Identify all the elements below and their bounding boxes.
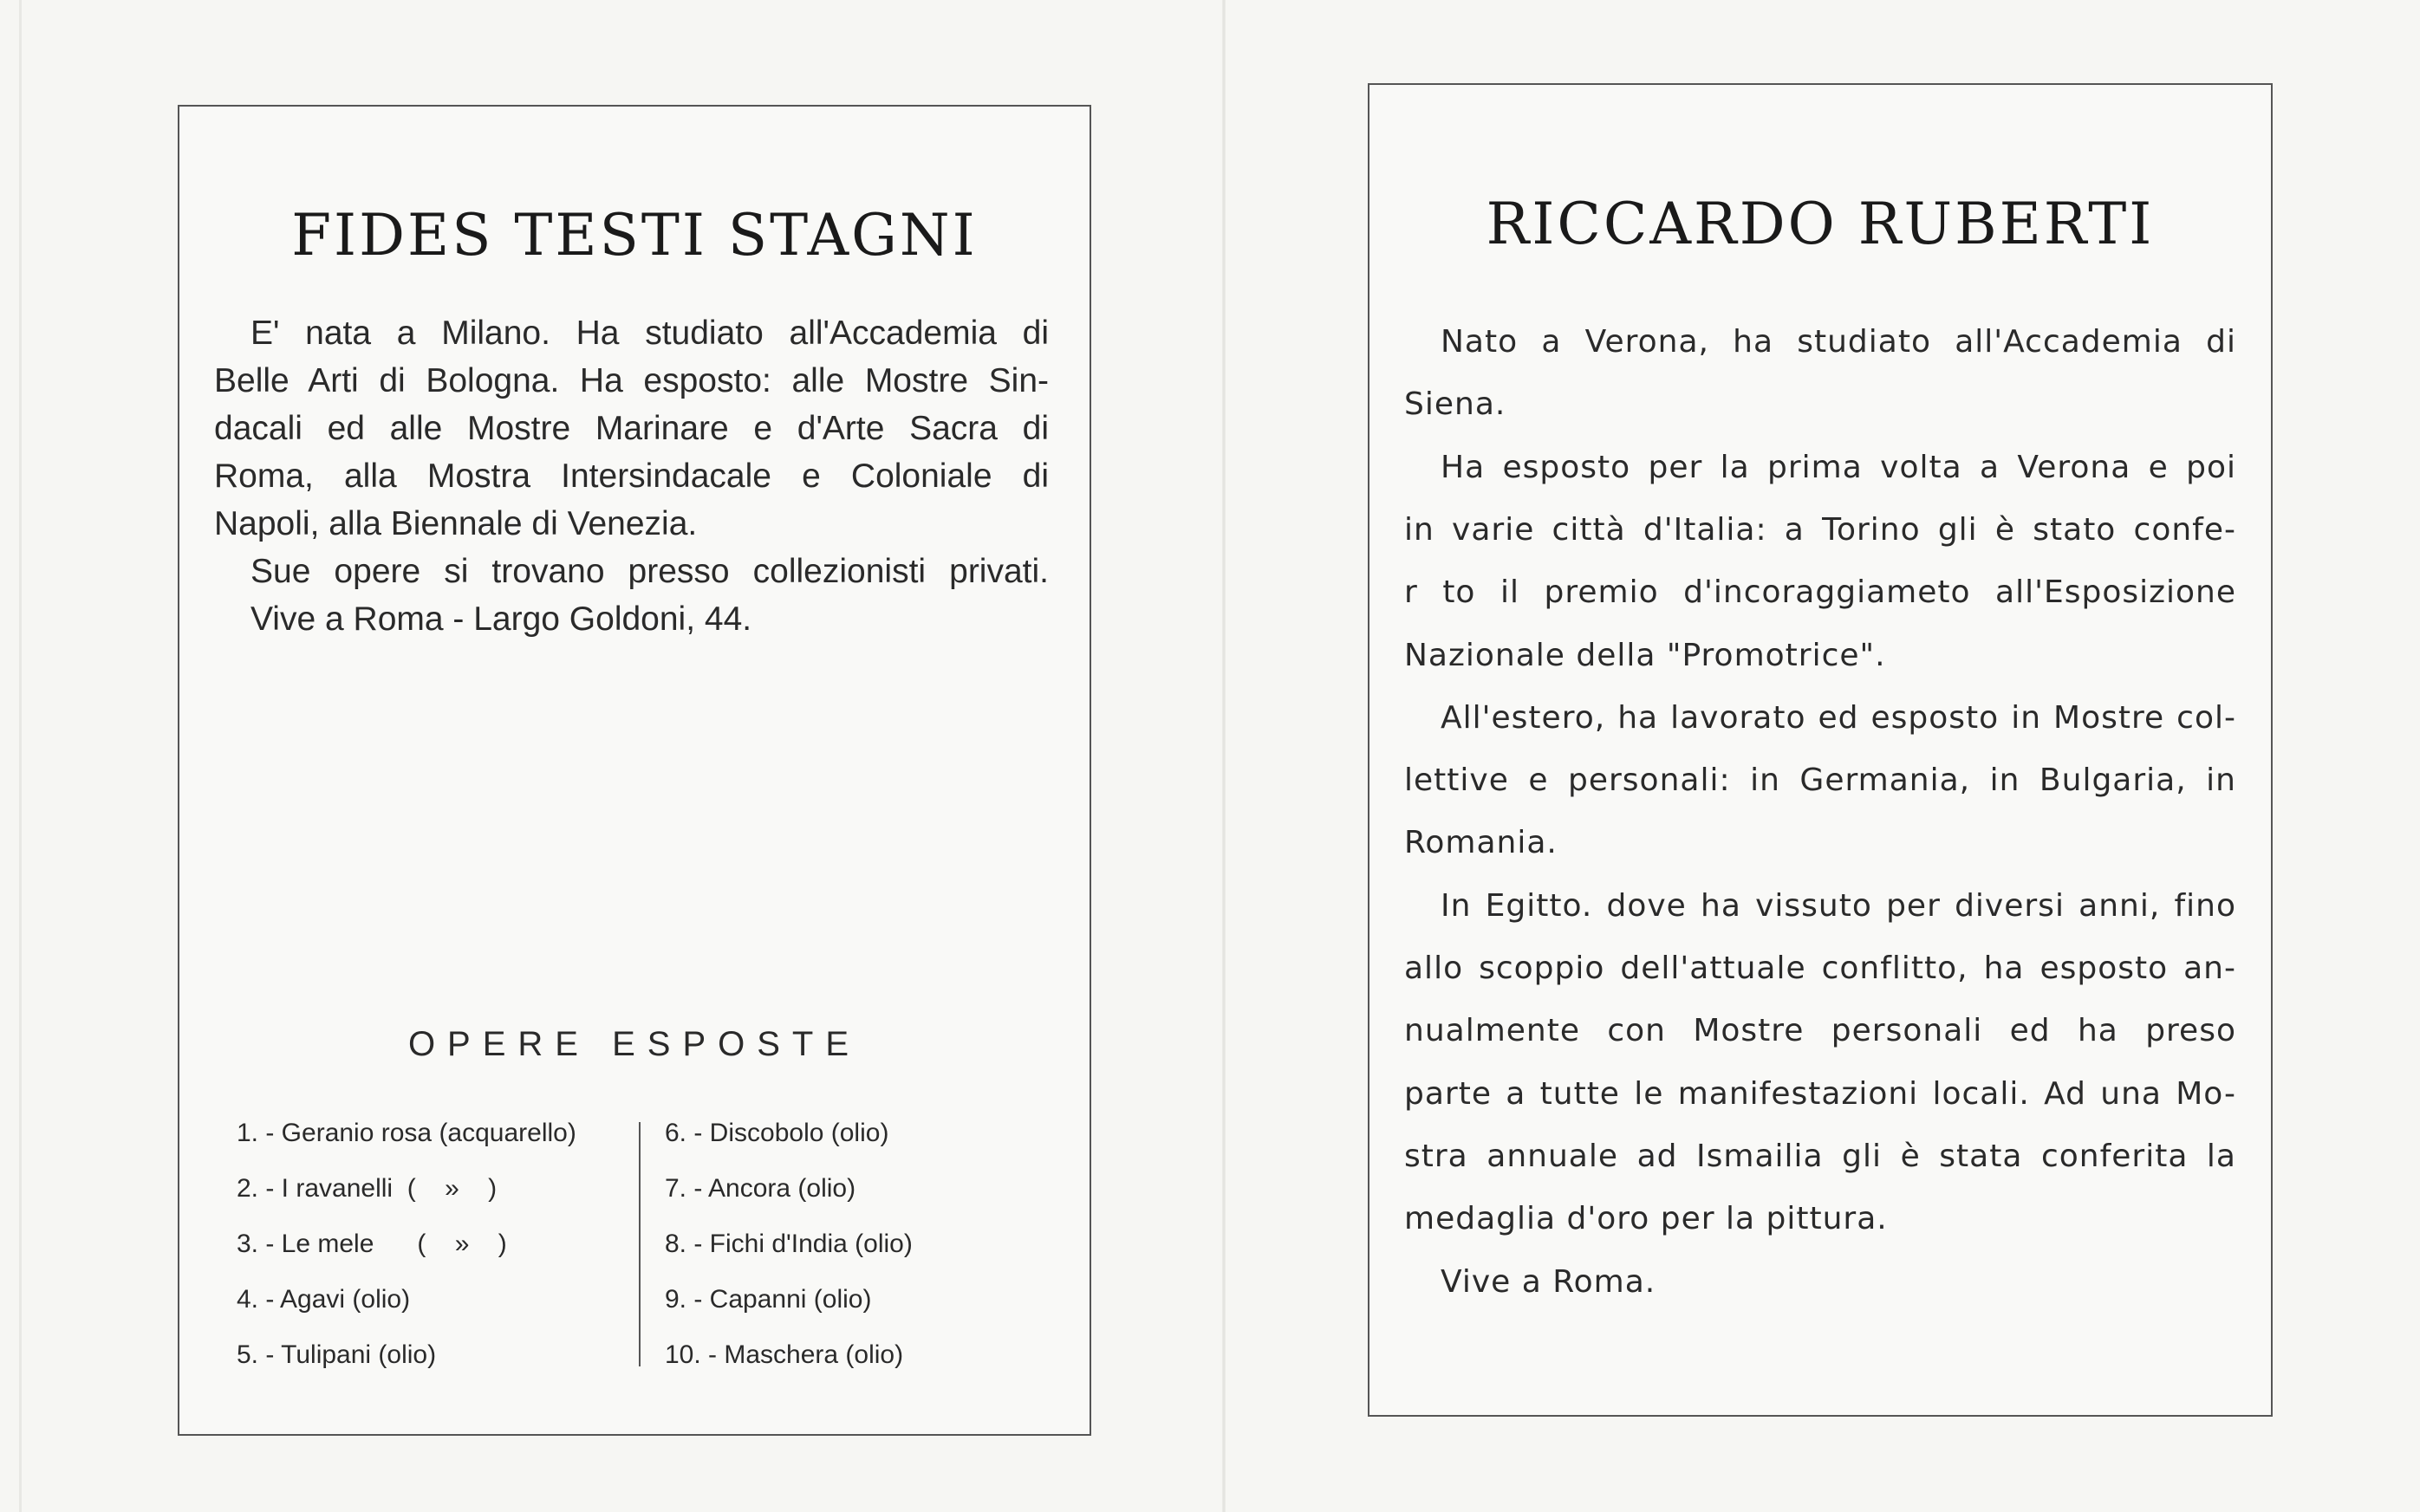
bio-line: Nazionale della "Promotrice". bbox=[1404, 637, 1886, 673]
bio-line: Ha esposto per la prima volta a Verona e poi bbox=[1441, 449, 2236, 485]
work-item: 8. - Fichi d'India (olio) bbox=[665, 1230, 913, 1258]
bio-line: Romania. bbox=[1404, 825, 1558, 861]
bio-line: Napoli, alla Biennale di Venezia. bbox=[214, 505, 698, 542]
bio-line: nualmente con Mostre personali ed ha preso bbox=[1404, 1013, 2236, 1049]
bio-line: Roma, alla Mostra Intersindacale e Coloniale di bbox=[214, 457, 1049, 495]
bio-line: Siena. bbox=[1404, 386, 1506, 423]
work-item: 3. - Le mele ( » ) bbox=[237, 1230, 507, 1258]
work-item: 2. - I ravanelli ( » ) bbox=[237, 1174, 498, 1203]
bio-line: Sue opere si trovano presso collezionisti privati. bbox=[250, 553, 1049, 590]
work-item: 10. - Maschera (olio) bbox=[665, 1340, 904, 1369]
bio-line: dacali ed alle Mostre Marinare e d'Arte Sacra di bbox=[214, 410, 1049, 447]
bio-line: Vive a Roma - Largo Goldoni, 44. bbox=[250, 600, 752, 638]
work-item: 1. - Geranio rosa (acquarello) bbox=[237, 1119, 576, 1147]
works-heading: OPERE ESPOSTE bbox=[407, 1025, 862, 1063]
bio-line: allo scoppio dell'attuale conflitto, ha esposto an- bbox=[1404, 951, 2236, 986]
bio-line: All'estero, ha lavorato ed esposto in Mostre col- bbox=[1441, 699, 2236, 736]
bio-line: Nato a Verona, ha studiato all'Accademia di bbox=[1441, 324, 2236, 360]
bio-line: Belle Arti di Bologna. Ha esposto: alle Mostre Sin- bbox=[214, 362, 1049, 399]
left-page-frame bbox=[178, 105, 1091, 1436]
bio-line: r to il premio d'incoraggiameto all'Esposizione bbox=[1404, 574, 2236, 611]
bio-line: Vive a Roma. bbox=[1441, 1263, 1656, 1300]
work-item: 4. - Agavi (olio) bbox=[237, 1285, 411, 1314]
bio-line: medaglia d'oro per la pittura. bbox=[1404, 1201, 1888, 1237]
artist-name-title: RICCARDO RUBERTI bbox=[1486, 191, 2155, 257]
bio-line: lettive e personali: in Germania, in Bulgaria, in bbox=[1404, 762, 2236, 799]
bio-line: in varie città d'Italia: a Torino gli è stato confe- bbox=[1404, 511, 2236, 548]
work-item: 6. - Discobolo (olio) bbox=[665, 1119, 889, 1147]
center-fold bbox=[1222, 0, 1226, 1512]
bio-line: parte a tutte le manifestazioni locali. Ad una Mo- bbox=[1404, 1075, 2236, 1112]
bio-line: E' nata a Milano. Ha studiato all'Accademia di bbox=[250, 315, 1049, 352]
column-divider bbox=[639, 1122, 641, 1366]
page-edge bbox=[19, 0, 22, 1512]
work-item: 9. - Capanni (olio) bbox=[665, 1285, 872, 1314]
work-item: 7. - Ancora (olio) bbox=[665, 1174, 856, 1203]
right-page-frame bbox=[1368, 83, 2273, 1417]
bio-line: In Egitto. dove ha vissuto per diversi anni, fino bbox=[1441, 887, 2236, 924]
artist-name-title: FIDES TESTI STAGNI bbox=[291, 202, 978, 269]
work-item: 5. - Tulipani (olio) bbox=[237, 1340, 437, 1369]
bio-line: stra annuale ad Ismailia gli è stata conferita la bbox=[1404, 1138, 2236, 1174]
